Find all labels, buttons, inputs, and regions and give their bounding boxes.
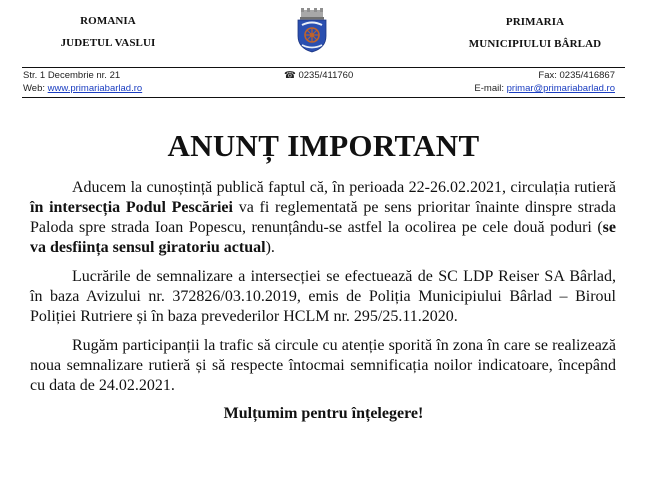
address: Str. 1 Decembrie nr. 21 [23,70,121,81]
telephone-icon: ☎ [284,70,296,81]
contact-bar [23,69,625,95]
divider-bottom [22,97,625,98]
website-link[interactable]: www.primariabarlad.ro [47,83,143,94]
header-county: JUDETUL VASLUI [60,37,156,49]
web [23,82,142,95]
paragraph-3: Rugăm participanții la trafic să circule cu atenție sporită în zona în care se realizează noua semnalizare rutieră și să respecte întocmai semnificația noilor indicatoare, începând cu data de 24.02.2021. [30,337,616,394]
paragraph-1-text-c: va fi reglementată pe sens prioritar înainte dinspre strada Paloda spre strada Ioan Popescu, renunțându-se astfel la ocolirea pe cele două poduri ( [30,199,617,236]
paragraph-1-text-e: ). [265,239,275,256]
fax-label: Fax: [538,70,557,81]
email [474,82,615,95]
page-title: ANUNȚ IMPORTANT [167,128,480,163]
phone-number: 0235/411760 [298,70,354,81]
paragraph-1-bold-note: se va desființa sensul giratoriu actual [30,219,616,256]
closing-thanks: Mulțumim pentru înțelegere! [223,405,424,422]
paragraph-1-bold-location: în intersecția Podul Pescăriei [30,199,233,216]
header-country: ROMANIA [80,15,136,27]
announcement-body [30,178,616,405]
phone [284,69,353,82]
email-label: E-mail: [474,83,504,94]
coat-of-arms-icon [295,8,329,53]
paragraph-1 [30,178,616,258]
fax [538,69,615,82]
header-institution: PRIMARIA [505,16,565,28]
paragraph-2: Lucrările de semnalizare a intersecției se efectuează de SC LDP Reiser SA Bârlad, în baza Avizului nr. 372826/03.10.2019, emis de Poliția Municipiului Bârlad – Biroul Poliției Rutriere și în baza prevederilor HCLM nr. 295/25.11.2020. [30,268,616,325]
divider-top [22,67,625,68]
header-right [450,11,620,55]
paragraph-1-text-a: Aducem la cunoștință publică faptul că, în perioada 22-26.02.2021, circulația rutieră [72,179,616,196]
fax-number: 0235/416867 [559,70,615,81]
header-municipality: MUNICIPIULUI BÂRLAD [468,38,602,50]
email-link[interactable]: primar@primariabarlad.ro [506,83,615,94]
web-label: Web: [23,83,46,94]
header-left [28,10,188,54]
